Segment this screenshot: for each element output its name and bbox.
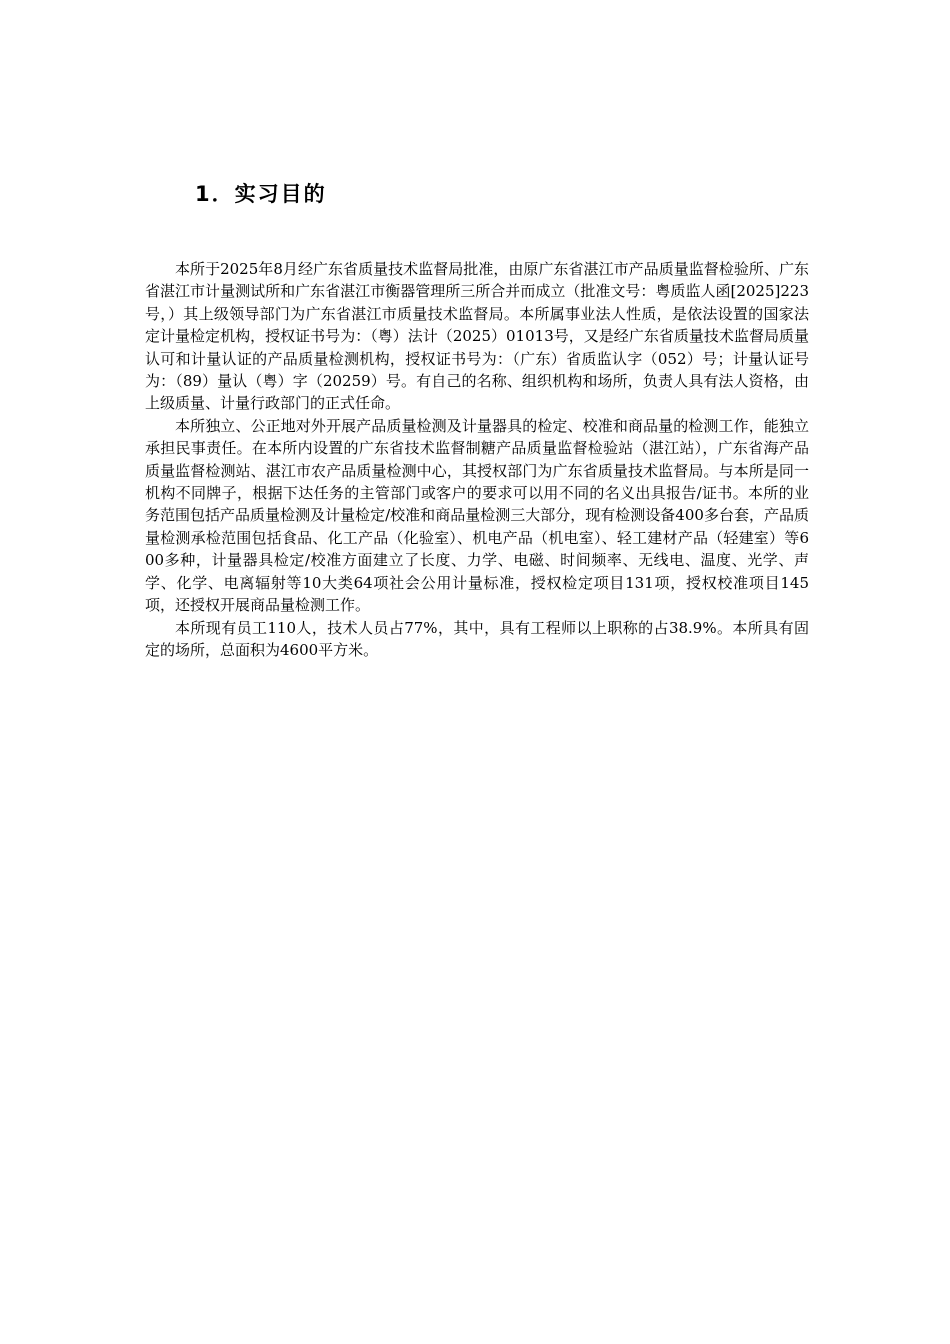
paragraph-staff-facilities: 本所现有员工110人，技术人员占77%，其中，具有工程师以上职称的占38.9%。本所具有固定的场所，总面积为4600平方米。 xyxy=(145,618,809,659)
body-text xyxy=(145,258,809,661)
section-heading: 1．实习目的 xyxy=(195,182,327,206)
paragraph-business-scope: 本所独立、公正地对外开展产品质量检测及计量器具的检定、校准和商品量的检测工作，能独立承担民事责任。在本所内设置的广东省技术监督制糖产品质量监督检验站（湛江站），广东省海产品质量监督检测站、湛江市农产品质量检测中心，其授权部门为广东省质量技术监督局。与本所是同一机构不同牌子，根据下达任务的主管部门或客户的要求可以用不同的名义出具报告/证书。本所的业务范围包括产品质量检测及计量检定/校准和商品量检测三大部分，现有检测设备400多台套，产品质量检测承检范围包括食品、化工产品（化验室）、机电产品（机电室）、轻工建材产品（轻建室）等600多种，计量器具检定/校准方面建立了长度、力学、电磁、时间频率、无线电、温度、光学、声学、化学、电离辐射等10大类64项社会公用计量标准，授权检定项目131项，授权校准项目145项，还授权开展商品量检测工作。 xyxy=(145,416,809,615)
paragraph-institute-background: 本所于2025年8月经广东省质量技术监督局批准，由原广东省湛江市产品质量监督检验所、广东省湛江市计量测试所和广东省湛江市衡器管理所三所合并而成立（批准文号：粤质监人函[2025]223号，）其上级领导部门为广东省湛江市质量技术监督局。本所属事业法人性质，是依法设置的国家法定计量检定机构，授权证书号为：（粤）法计（2025）01013号，又是经广东省质量技术监督局质量认可和计量认证的产品质量检测机构，授权证书号为：（广东）省质监认字（052）号；计量认证号为：（89）量认（粤）字（20259）号。有自己的名称、组织机构和场所，负责人具有法人资格，由上级质量、计量行政部门的正式任命。 xyxy=(145,260,809,413)
